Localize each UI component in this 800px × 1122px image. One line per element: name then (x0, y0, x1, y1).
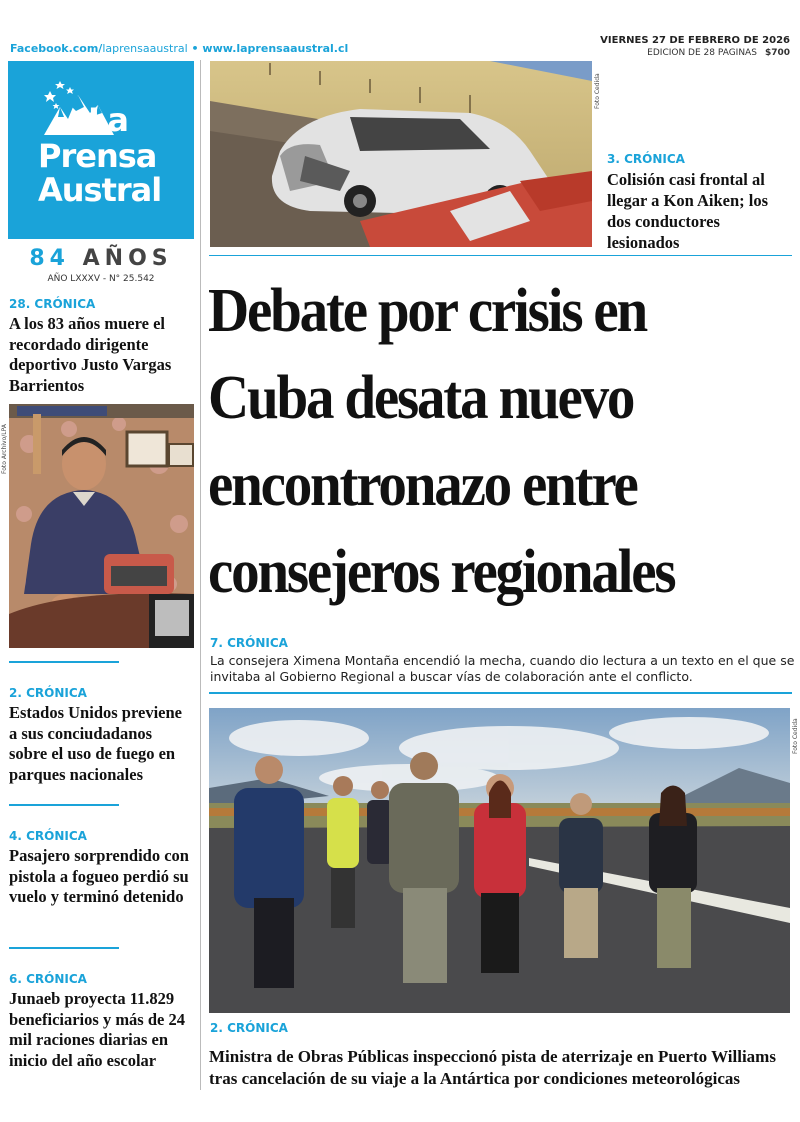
years-word: AÑOS (82, 246, 173, 271)
photo-credit: Foto Archivo/LPA (1, 424, 8, 474)
story-headline[interactable]: Pasajero sorprendido con pistola a fogueo perdió su vuelo y terminó detenido (9, 846, 189, 906)
column-divider (200, 60, 201, 1090)
top-story[interactable] (607, 152, 792, 253)
section-divider (9, 804, 119, 806)
section-divider (9, 661, 119, 663)
sidebar-story-3[interactable] (9, 829, 194, 908)
website-link[interactable]: www.laprensaaustral.cl (202, 42, 349, 55)
edition-info: AÑO LXXXV - N° 25.542 (47, 274, 155, 284)
edition-date: VIERNES 27 DE FEBRERO DE 2026 (600, 35, 790, 46)
main-section-label: 7. CRÓNICA (210, 636, 288, 650)
section-divider (9, 947, 119, 949)
sidebar-story-1[interactable] (9, 297, 194, 396)
anniversary-label (8, 246, 194, 271)
story-headline[interactable]: A los 83 años muere el recordado dirigente deportivo Justo Vargas Barrientos (9, 314, 172, 395)
main-headline[interactable]: Debate por crisis en Cuba desata nuevo encontronazo entre consejeros regionales (208, 277, 675, 606)
masthead-links (10, 42, 348, 55)
sidebar-story-4[interactable] (9, 972, 194, 1071)
section-label: 4. CRÓNICA (9, 829, 87, 843)
price: $700 (764, 48, 790, 58)
bottom-section-label: 2. CRÓNICA (210, 1021, 288, 1035)
edition-date-block (600, 35, 790, 58)
story-headline[interactable]: Colisión casi frontal al llegar a Kon Aiken; los dos conductores lesionados (607, 170, 769, 252)
crash-photo (210, 61, 592, 247)
main-rule (209, 692, 792, 694)
logo-word-austral: Austral (38, 171, 162, 209)
separator-bullet: • (191, 42, 199, 55)
photo-credit: Foto Cedida (594, 73, 601, 109)
newspaper-logo (8, 61, 194, 239)
bottom-headline[interactable]: Ministra de Obras Públicas inspeccionó pista de aterrizaje en Puerto Williams tras cancelación de su viaje a la Antártica por condiciones meteorológicas (209, 1047, 776, 1088)
logo-word-la: La (88, 101, 128, 139)
section-label: 6. CRÓNICA (9, 972, 87, 986)
edition-pages: EDICION DE 28 PAGINAS $700 (647, 48, 790, 58)
years-number: 84 (29, 246, 70, 271)
facebook-link[interactable]: Facebook.com/laprensaaustral (10, 42, 188, 55)
main-summary: La consejera Ximena Montaña encendió la mecha, cuando dio lectura a un texto en el que se invitaba al Gobierno Regional a buscar vías de colaboración ante el conflicto. (210, 653, 795, 684)
logo-word-prensa: Prensa (38, 137, 157, 175)
section-label: 28. CRÓNICA (9, 297, 96, 311)
section-label: 2. CRÓNICA (9, 686, 87, 700)
inspection-photo (209, 708, 790, 1013)
sidebar-story-2[interactable] (9, 686, 194, 785)
portrait-photo (9, 404, 194, 648)
photo-credit: Foto Cedida (792, 718, 799, 754)
top-rule (209, 255, 792, 256)
story-headline[interactable]: Estados Unidos previene a sus conciudadanos sobre el uso de fuego en parques nacionales (9, 703, 182, 784)
section-label: 3. CRÓNICA (607, 152, 685, 166)
story-headline[interactable]: Junaeb proyecta 11.829 beneficiarios y más de 24 mil raciones diarias en inicio del año escolar (9, 989, 185, 1070)
